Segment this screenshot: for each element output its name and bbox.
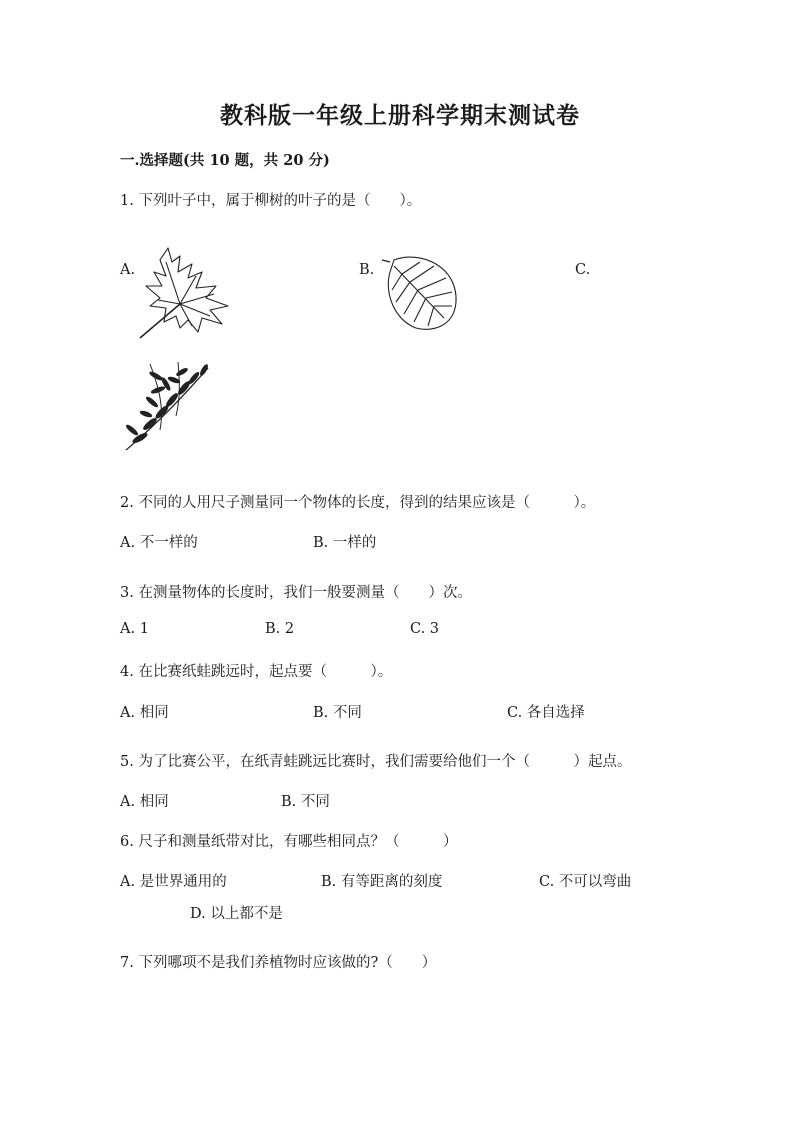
q6-option-c: C. 不可以弯曲 xyxy=(539,874,632,890)
q6-option-d: D. 以上都不是 xyxy=(190,906,283,922)
q5-option-a: A. 相同 xyxy=(120,794,169,810)
page-title: 教科版一年级上册科学期末测试卷 xyxy=(220,102,580,129)
q6-option-b: B. 有等距离的刻度 xyxy=(321,874,443,890)
question-3: 3. 在测量物体的长度时，我们一般要测量（ ）次。 xyxy=(120,585,472,601)
question-7: 7. 下列哪项不是我们养植物时应该做的?（ ） xyxy=(120,955,437,971)
section-heading: 一.选择题(共 10 题，共 20 分) xyxy=(120,152,330,169)
maple-leaf-icon xyxy=(136,242,240,342)
question-1: 1. 下列叶子中，属于柳树的叶子的是（ ）。 xyxy=(120,193,422,209)
q3-option-b: B. 2 xyxy=(265,621,295,637)
q4-option-a: A. 相同 xyxy=(120,705,169,721)
q6-option-a: A. 是世界通用的 xyxy=(120,874,227,890)
question-5: 5. 为了比赛公平，在纸青蛙跳远比赛时，我们需要给他们一个（ ）起点。 xyxy=(120,754,632,770)
question-4: 4. 在比赛纸蛙跳远时，起点要（ ）。 xyxy=(120,664,393,680)
question-6: 6. 尺子和测量纸带对比，有哪些相同点？（ ） xyxy=(120,834,458,850)
q3-option-a: A. 1 xyxy=(120,621,149,637)
q2-option-b: B. 一样的 xyxy=(313,535,377,551)
q4-option-b: B. 不同 xyxy=(313,705,362,721)
round-leaf-icon xyxy=(380,252,464,336)
question-2: 2. 不同的人用尺子测量同一个物体的长度，得到的结果应该是（ ）。 xyxy=(120,495,596,511)
q1-option-b: B. xyxy=(359,262,375,278)
q2-option-a: A. 不一样的 xyxy=(120,535,198,551)
willow-leaf-icon xyxy=(120,360,216,456)
q3-option-c: C. 3 xyxy=(410,621,440,637)
q4-option-c: C. 各自选择 xyxy=(507,705,585,721)
q1-option-c: C. xyxy=(575,262,591,278)
q1-option-a: A. xyxy=(120,262,136,278)
q5-option-b: B. 不同 xyxy=(281,794,330,810)
